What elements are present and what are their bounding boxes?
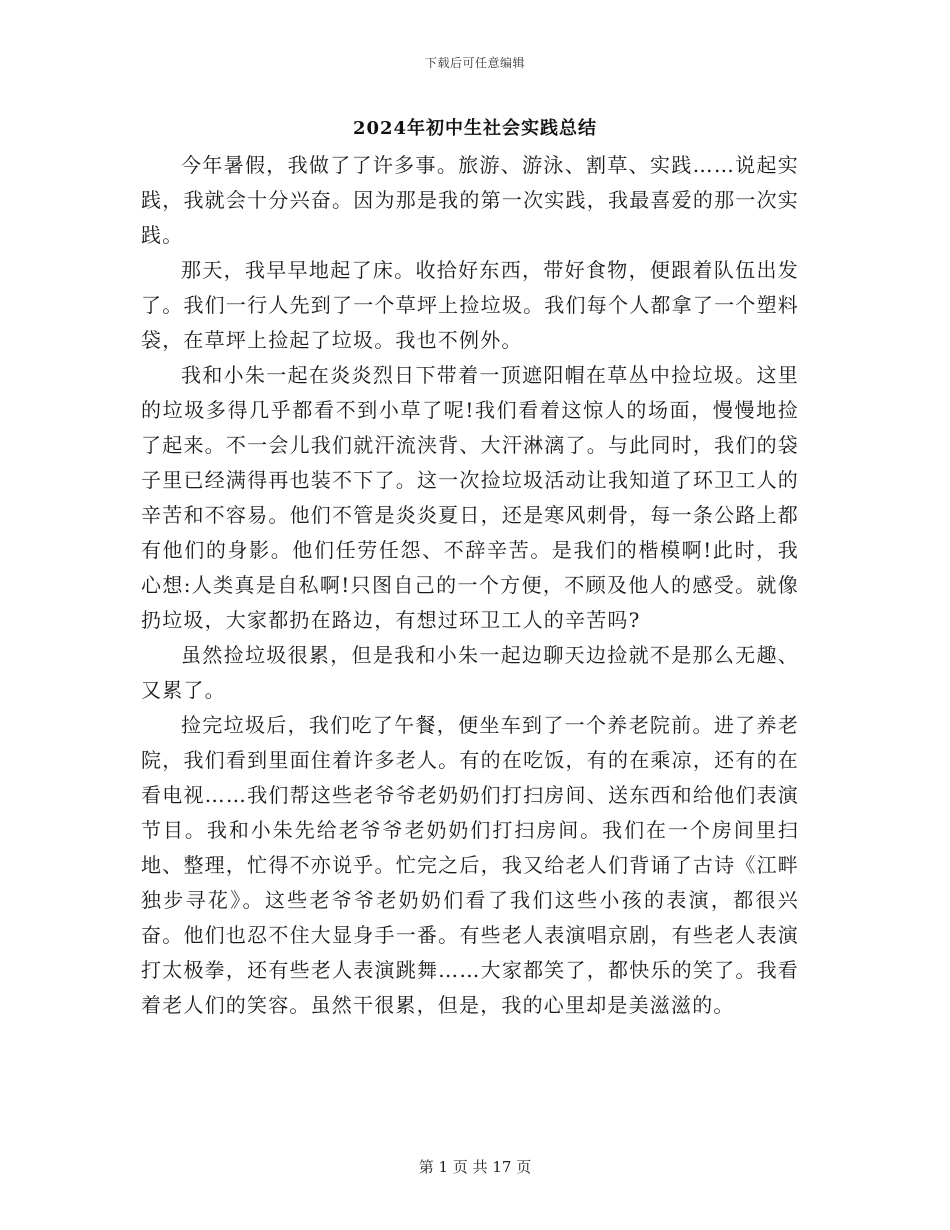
document-body xyxy=(141,148,799,1023)
header-note: 下载后可任意编辑 xyxy=(424,56,525,70)
paragraph: 捡完垃圾后，我们吃了午餐，便坐车到了一个养老院前。进了养老院，我们看到里面住着许多老人。有的在吃饭，有的在乘凉，还有的在看电视……我们帮这些老爷爷老奶奶们打扫房间、送东西和给他们表演节目。我和小朱先给老爷爷老奶奶们打扫房间。我们在一个房间里扫地、整理，忙得不亦说乎。忙完之后，我又给老人们背诵了古诗《江畔独步寻花》。这些老爷爷老奶奶们看了我们这些小孩的表演，都很兴奋。他们也忍不住大显身手一番。有些老人表演唱京剧，有些老人表演打太极拳，还有些老人表演跳舞……大家都笑了，都快乐的笑了。我看着老人们的笑容。虽然干很累，但是，我的心里却是美滋滋的。 xyxy=(141,713,799,1017)
page-title: 2024年初中生社会实践总结 xyxy=(352,118,598,139)
paragraph: 那天，我早早地起了床。收拾好东西，带好食物，便跟着队伍出发了。我们一行人先到了一个草坪上捡垃圾。我们每个人都拿了一个塑料袋，在草坪上捡起了垃圾。我也不例外。 xyxy=(141,258,799,352)
paragraph: 我和小朱一起在炎炎烈日下带着一顶遮阳帽在草丛中捡垃圾。这里的垃圾多得几乎都看不到小草了呢!我们看着这惊人的场面，慢慢地捡了起来。不一会儿我们就汗流浃背、大汗淋漓了。与此同时，我们的袋子里已经满得再也装不下了。这一次捡垃圾活动让我知道了环卫工人的辛苦和不容易。他们不管是炎炎夏日，还是寒风刺骨，每一条公路上都有他们的身影。他们任劳任怨、不辞辛苦。是我们的楷模啊!此时，我心想:人类真是自私啊!只图自己的一个方便，不顾及他人的感受。就像扔垃圾，大家都扔在路边，有想过环卫工人的辛苦吗? xyxy=(141,363,799,632)
page-number: 第 1 页 共 17 页 xyxy=(418,1158,532,1176)
paragraph: 今年暑假，我做了了许多事。旅游、游泳、割草、实践……说起实践，我就会十分兴奋。因为那是我的第一次实践，我最喜爱的那一次实践。 xyxy=(141,153,799,247)
paragraph: 虽然捡垃圾很累，但是我和小朱一起边聊天边捡就不是那么无趣、又累了。 xyxy=(141,643,799,702)
